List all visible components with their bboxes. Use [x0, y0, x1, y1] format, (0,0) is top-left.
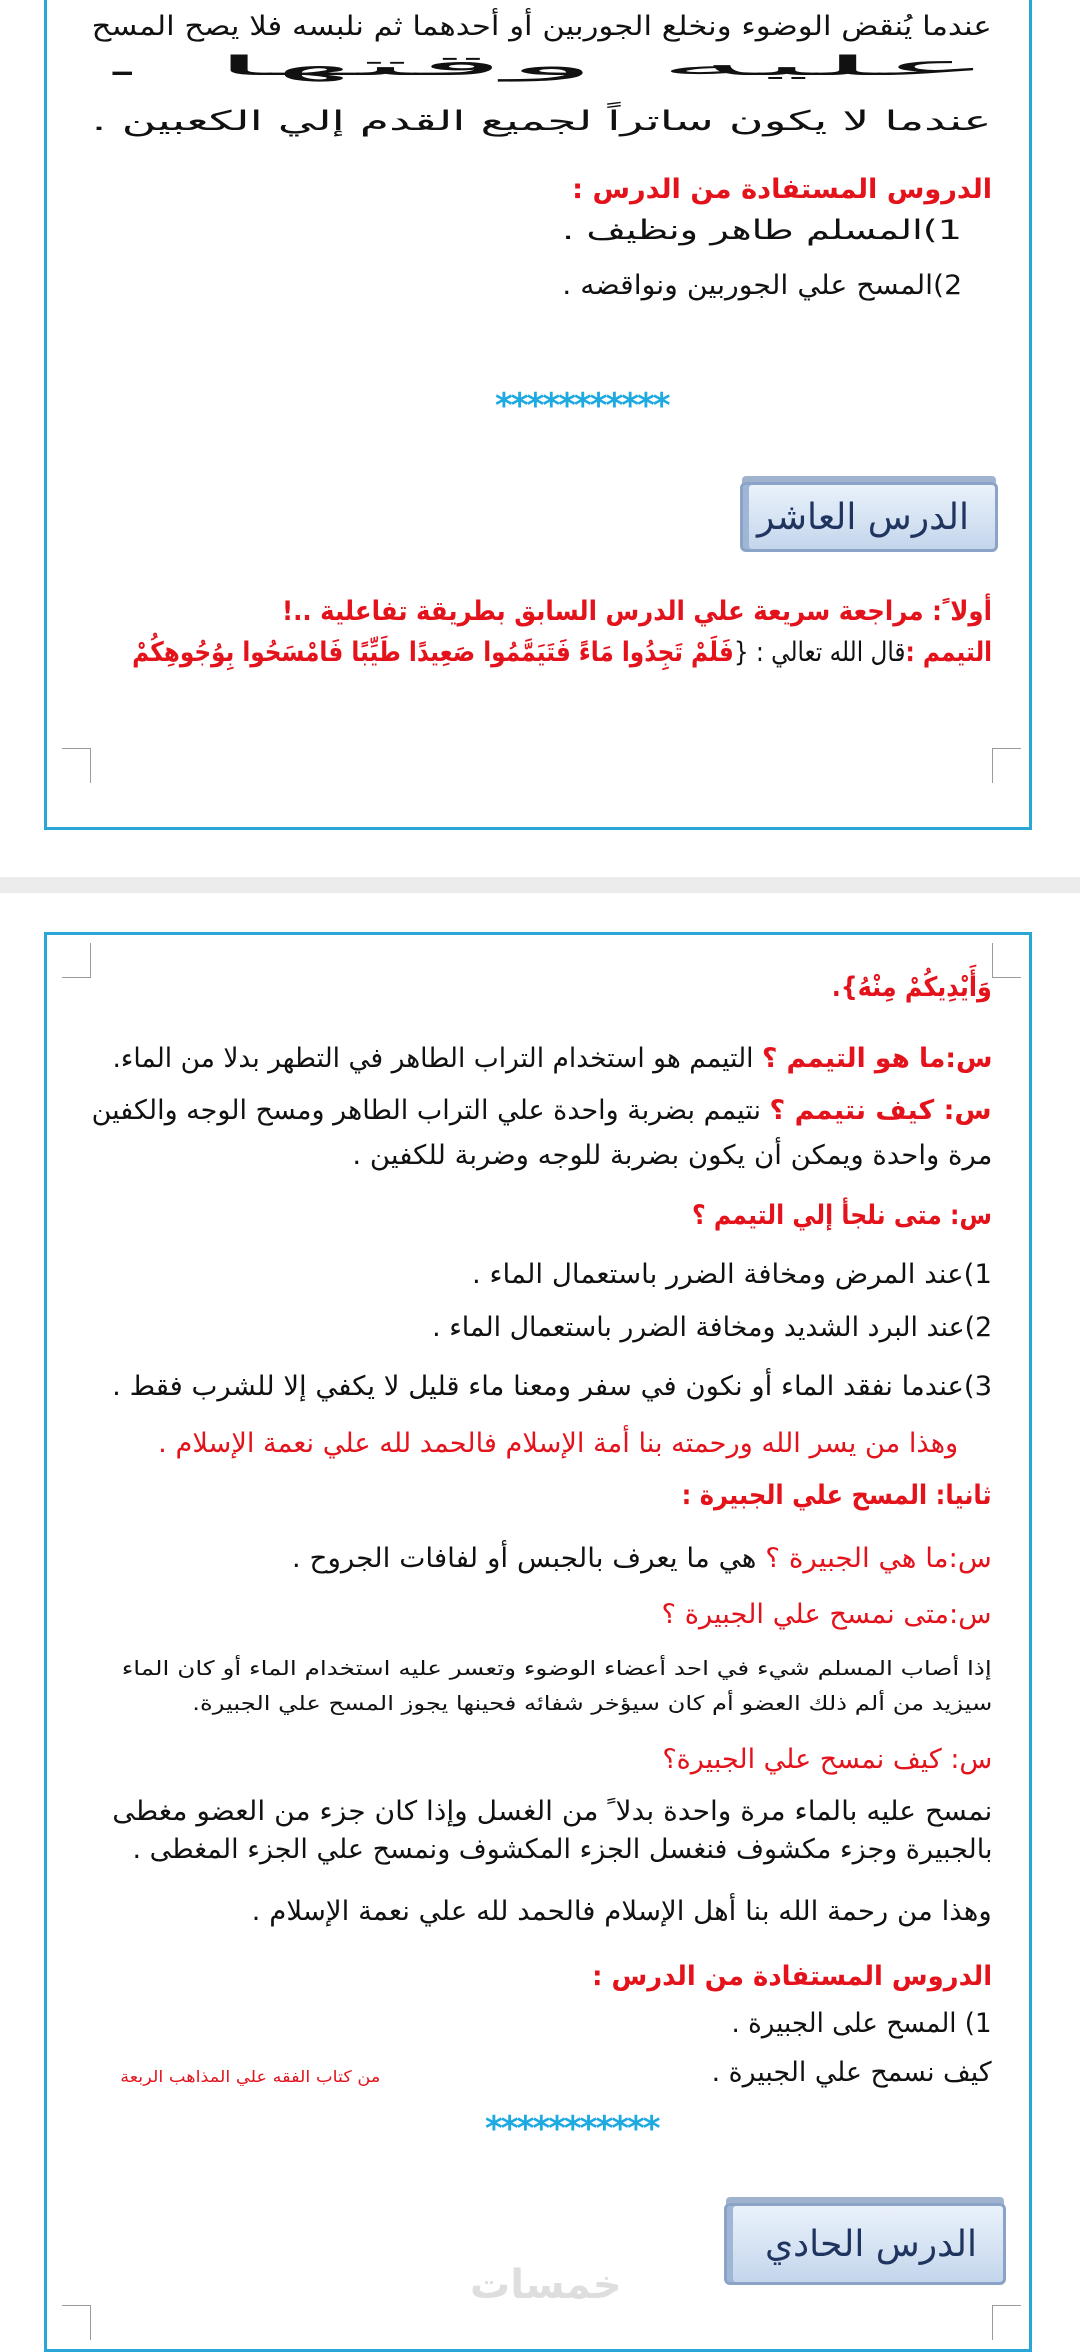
question: س: كيف نتيمم ؟	[769, 1095, 992, 1126]
qa-line	[92, 1093, 992, 1129]
question: س:ما هي الجبيرة ؟	[765, 1543, 992, 1574]
lesson-banner	[740, 482, 998, 552]
text-line: مرة واحدة ويمكن أن يكون بضربة للوجه وضربة للكفين .	[352, 1140, 992, 1171]
answer: التيمم هو استخدام التراب الطاهر في التطهر بدلا من الماء.	[112, 1043, 762, 1074]
verse-line	[132, 635, 992, 671]
lessons-heading: الدروس المستفادة من الدرس :	[572, 174, 992, 205]
lesson-item: 1) المسح على الجبيرة .	[732, 2008, 992, 2039]
lesson-item: 1)المسلم طاهر ونظيف .	[562, 215, 962, 246]
text-line: سيزيد من ألم ذلك العضو أم كان سيؤخر شفائه فحينها يجوز المسح علي الجبيرة.	[191, 1691, 992, 1715]
text-line: إذا أصاب المسلم شيء في احد أعضاء الوضوء وتعسر عليه استخدام الماء أو كان الماء	[122, 1656, 992, 1680]
verse-intro: قال الله تعالي : {	[733, 637, 906, 668]
verse-end: وَأَيْدِيكُمْ مِنْهُ}.	[832, 972, 992, 1003]
answer: نتيمم بضربة واحدة علي التراب الطاهر ومسح الوجه والكفين	[92, 1095, 770, 1126]
mercy-note: وهذا من يسر الله ورحمته بنا أمة الإسلام فالحمد لله علي نعمة الإسلام .	[157, 1428, 958, 1459]
stars-divider: ***********	[495, 386, 669, 426]
answer: هي ما يعرف بالجبس أو لفافات الجروح .	[292, 1543, 766, 1574]
question: س: كيف نمسح علي الجبيرة؟	[662, 1744, 992, 1775]
page-corner-mark	[62, 943, 91, 978]
page-corner-mark	[992, 2305, 1021, 2340]
text-line: بالجبيرة وجزء مكشوف فنغسل الجزء المكشوف ونمسح علي الجزء المغطى .	[132, 1834, 992, 1865]
question: س:متى نمسح علي الجبيرة ؟	[662, 1599, 992, 1630]
qa-line	[112, 1041, 992, 1077]
lesson-banner-title: الدرس العاشر	[757, 496, 969, 538]
page-corner-mark	[62, 2305, 91, 2340]
list-item: 3)عندما نفقد الماء أو نكون في سفر ومعنا ماء قليل لا يكفي إلا للشرب فقط .	[112, 1371, 992, 1402]
verse-text: فَلَمْ تَجِدُوا مَاءً فَتَيَمَّمُوا صَعِيدًا طَيِّبًا فَامْسَحُوا بِوُجُوهِكُمْ	[132, 637, 734, 668]
text-line: نمسح عليه بالماء مرة واحدة بدلا ً من الغسل وإذا كان جزء من العضو مغطى	[112, 1796, 992, 1827]
lesson-item: كيف نسمح علي الجبيرة .	[712, 2057, 992, 2088]
qa-line	[292, 1541, 992, 1577]
lesson-banner	[724, 2203, 1006, 2285]
question: س:ما هو التيمم ؟	[761, 1043, 992, 1074]
list-item: 1)عند المرض ومخافة الضرر باستعمال الماء .	[472, 1259, 992, 1290]
list-item: 2)عند البرد الشديد ومخافة الضرر باستعمال الماء .	[432, 1312, 992, 1343]
page-corner-mark	[992, 943, 1021, 978]
page-corner-mark	[62, 748, 91, 783]
section-heading: ثانيا: المسح علي الجبيرة :	[682, 1480, 992, 1511]
review-heading: أولا ً: مراجعة سريعة علي الدرس السابق بطريقة تفاعلية ..!	[282, 596, 992, 627]
mercy-note: وهذا من رحمة الله بنا أهل الإسلام فالحمد لله علي نعمة الإسلام .	[252, 1896, 992, 1927]
text-line: عندما يُنقض الوضوء ونخلع الجوربين أو أحدهما ثم نلبسه فلا يصح المسح	[91, 11, 992, 42]
lessons-heading: الدروس المستفادة من الدرس :	[592, 1961, 992, 1992]
page-corner-mark	[992, 748, 1021, 783]
watermark-logo: خمسات	[470, 2262, 622, 2308]
page-separator	[0, 877, 1080, 893]
question: س: متى نلجأ إلي التيمم ؟	[692, 1200, 992, 1231]
text-line: عليه وقتها .	[92, 51, 992, 82]
text-line: عندما لا يكون ساتراً لجميع القدم إلي الكعبين .	[92, 106, 992, 137]
lesson-banner-title: الدرس الحادي	[764, 2223, 977, 2265]
tayammum-label: التيمم :	[905, 637, 992, 668]
source-note: من كتاب الفقه علي المذاهب الربعة	[120, 2067, 380, 2086]
stars-divider: ***********	[485, 2109, 659, 2149]
lesson-item: 2)المسح علي الجوربين ونواقضه .	[562, 270, 962, 301]
